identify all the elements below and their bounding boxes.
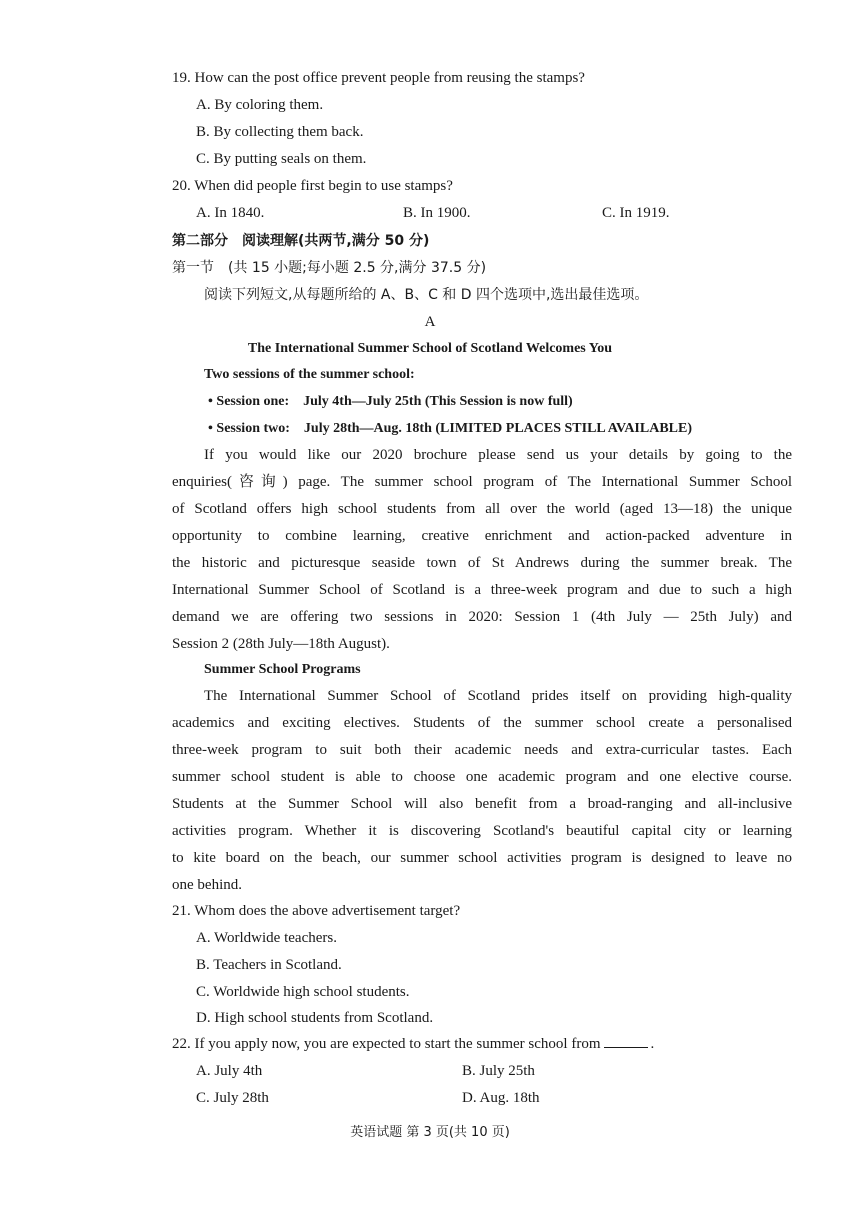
q19-option-c: C. By putting seals on them. xyxy=(196,151,367,167)
q22-stem-line xyxy=(172,1035,654,1053)
q22-option-b: B. July 25th xyxy=(462,1063,535,1079)
para1-line-2: enquiries(咨询) page. The summer school program of The International Summer School xyxy=(172,474,792,490)
passage-title: The International Summer School of Scotland Welcomes You xyxy=(247,341,613,356)
para2-line-7: to kite board on the beach, our summer school activities program is designed to leave no xyxy=(172,850,792,866)
session-one: • Session one: July 4th—July 25th (This Session is now full) xyxy=(208,394,573,409)
q22-option-d: D. Aug. 18th xyxy=(462,1090,540,1106)
para1-line-5: the historic and picturesque seaside town of St Andrews during the summer break. The xyxy=(172,555,792,571)
q19-stem: 19. How can the post office prevent people from reusing the stamps? xyxy=(172,70,585,86)
answer-blank xyxy=(604,1035,648,1048)
q21-option-a: A. Worldwide teachers. xyxy=(196,930,337,946)
q21-option-b: B. Teachers in Scotland. xyxy=(196,957,342,973)
page-footer: 英语试题 第 3 页(共 10 页) xyxy=(350,1125,510,1140)
q21-option-d: D. High school students from Scotland. xyxy=(196,1010,434,1026)
para1-line-6: International Summer School of Scotland is a three-week program and due to such a high xyxy=(172,582,792,598)
para1-line-4: opportunity to combine learning, creative enrichment and action-packed adventure in xyxy=(172,528,792,544)
section1-title: 第一节 (共 15 小题;每小题 2.5 分,满分 37.5 分) xyxy=(172,260,487,276)
q22-stem: 22. If you apply now, you are expected to start the summer school from xyxy=(172,1036,601,1052)
q21-stem: 21. Whom does the above advertisement target? xyxy=(172,903,461,919)
q20-option-a: A. In 1840. xyxy=(196,205,265,221)
reading-instruction: 阅读下列短文,从每题所给的 A、B、C 和 D 四个选项中,选出最佳选项。 xyxy=(204,287,649,303)
q19-option-a: A. By coloring them. xyxy=(196,97,324,113)
para2-line-8: one behind. xyxy=(172,877,242,893)
para1-line-1: If you would like our 2020 brochure please send us your details by going to the xyxy=(204,447,792,463)
part2-title: 第二部分 阅读理解(共两节,满分 50 分) xyxy=(172,233,430,249)
para2-line-1: The International Summer School of Scotland prides itself on providing high-quality xyxy=(204,688,792,704)
q22-option-c: C. July 28th xyxy=(196,1090,269,1106)
para2-line-6: activities program. Whether it is discovering Scotland's beautiful capital city or learning xyxy=(172,823,792,839)
session-two: • Session two: July 28th—Aug. 18th (LIMITED PLACES STILL AVAILABLE) xyxy=(208,421,693,436)
para2-line-2: academics and exciting electives. Students of the summer school create a personalised xyxy=(172,715,792,731)
para1-line-7: demand we are offering two sessions in 2020: Session 1 (4th July — 25th July) and xyxy=(172,609,792,625)
q20-option-c: C. In 1919. xyxy=(602,205,670,221)
para2-line-5: Students at the Summer School will also benefit from a broad-ranging and all-inclusive xyxy=(172,796,792,812)
para1-line-8: Session 2 (28th July—18th August). xyxy=(172,636,390,652)
q22-stem-end: . xyxy=(650,1036,655,1052)
q22-option-a: A. July 4th xyxy=(196,1063,263,1079)
q19-option-b: B. By collecting them back. xyxy=(196,124,364,140)
q20-option-b: B. In 1900. xyxy=(403,205,471,221)
subheading-programs: Summer School Programs xyxy=(204,662,361,677)
para1-line-3: of Scotland offers high school students from all over the world (aged 13—18) the unique xyxy=(172,501,792,517)
sessions-heading: Two sessions of the summer school: xyxy=(204,367,415,382)
passage-letter: A xyxy=(424,314,436,330)
q21-option-c: C. Worldwide high school students. xyxy=(196,984,410,1000)
para2-line-3: three-week program to suit both their academic needs and extra-curricular tastes. Each xyxy=(172,742,792,758)
q20-stem: 20. When did people first begin to use stamps? xyxy=(172,178,453,194)
para2-line-4: summer school student is able to choose one academic program and one elective course. xyxy=(172,769,792,785)
